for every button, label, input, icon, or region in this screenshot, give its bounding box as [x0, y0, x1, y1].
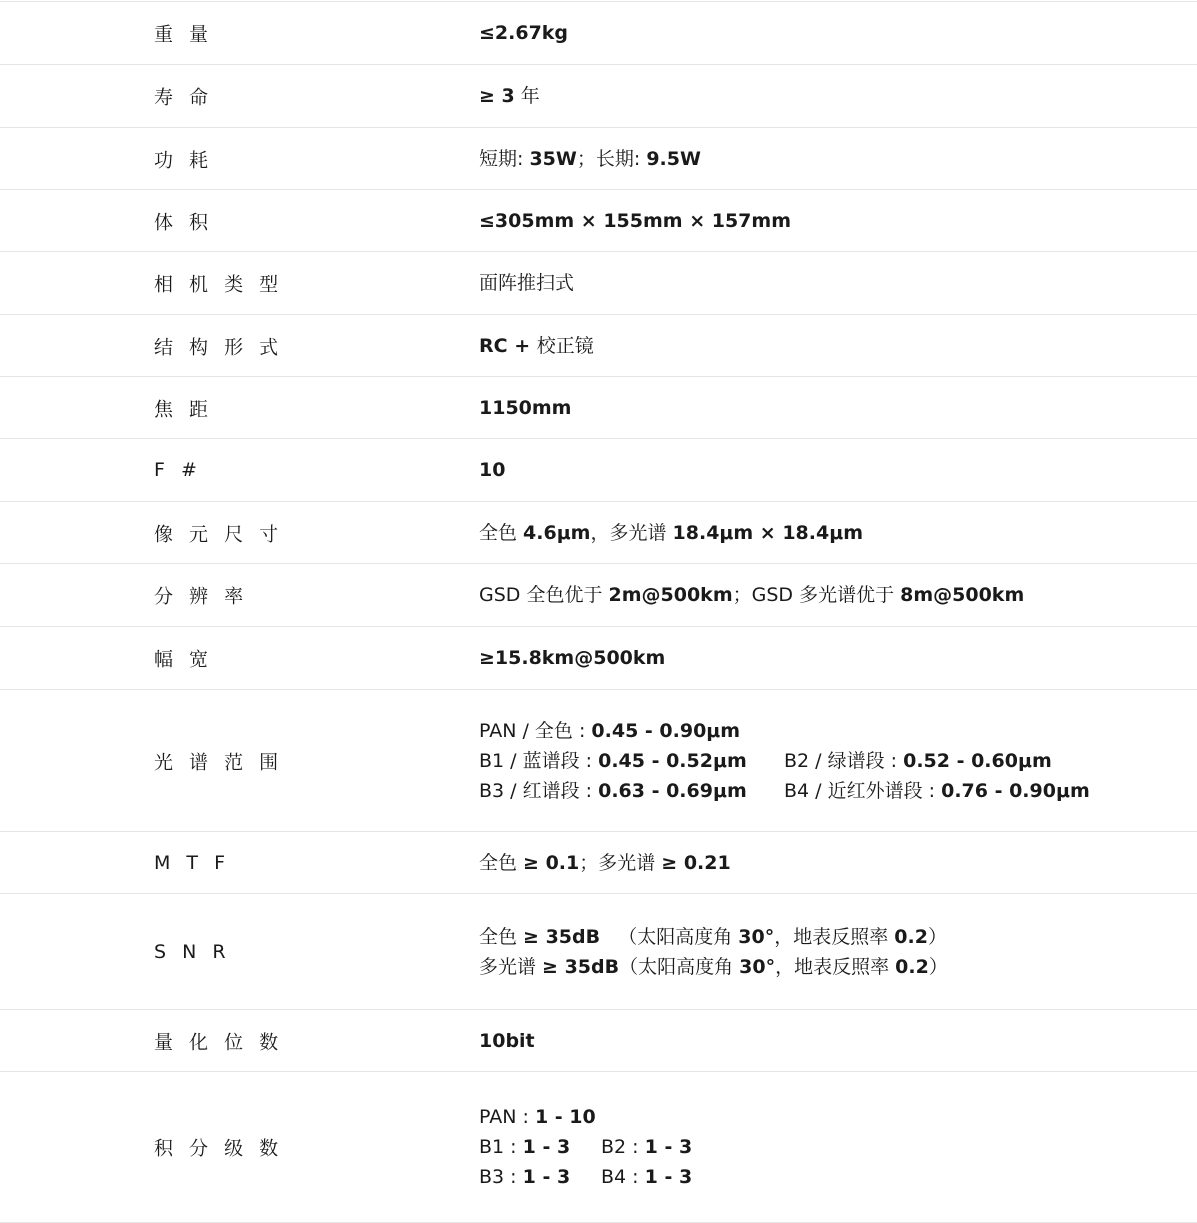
spec-value: 1150mm	[479, 396, 572, 419]
spec-value	[479, 1102, 779, 1192]
spec-row-mtf	[0, 831, 1197, 893]
spec-value	[479, 922, 948, 982]
spec-row-snr	[0, 893, 1197, 1009]
spec-row-quantization	[0, 1009, 1197, 1071]
spec-value: 全色 4.6μm，多光谱 18.4μm × 18.4μm	[479, 521, 863, 544]
spec-label: 体 积	[154, 211, 214, 233]
spec-value: GSD 全色优于 2m@500km；GSD 多光谱优于 8m@500km	[479, 584, 1025, 606]
spec-value: ≥15.8km@500km	[479, 647, 666, 669]
spec-row-integration-stages	[0, 1071, 1197, 1223]
snr-line-multispectral: 多光谱 ≥ 35dB（太阳高度角 30°，地表反照率 0.2）	[479, 955, 948, 978]
spec-value: 面阵推扫式	[479, 272, 575, 294]
spec-label: 功 耗	[154, 149, 214, 171]
spec-value	[479, 716, 1119, 806]
spec-label: 重 量	[154, 23, 214, 46]
integ-line-pan: PAN : 1 - 10	[479, 1106, 596, 1128]
spec-row-weight	[0, 1, 1197, 64]
spec-label: 结 构 形 式	[154, 336, 284, 358]
spec-label: 分 辨 率	[154, 585, 249, 608]
integ-line-b1-b2: B1 : 1 - 3 B2 : 1 - 3	[479, 1132, 779, 1162]
spec-label: 焦 距	[154, 398, 214, 420]
spec-row-lifetime	[0, 64, 1197, 127]
spec-value: ≤305mm × 155mm × 157mm	[479, 209, 791, 232]
spec-value: 10	[479, 459, 506, 481]
integ-b4: B4 : 1 - 3	[601, 1166, 693, 1188]
spec-label: 光 谱 范 围	[154, 751, 284, 773]
spec-label: 量 化 位 数	[154, 1031, 284, 1053]
spec-row-camera-type	[0, 251, 1197, 314]
spec-label: 积 分 级 数	[154, 1137, 284, 1160]
spec-value: 10bit	[479, 1029, 535, 1052]
spec-row-focal-length	[0, 376, 1197, 438]
spectral-line-pan: PAN / 全色 : 0.45 - 0.90μm	[479, 719, 741, 742]
spectral-b2: B2 / 绿谱段 : 0.52 - 0.60μm	[784, 749, 1052, 772]
spec-value: 短期: 35W；长期: 9.5W	[479, 147, 701, 170]
spec-label: 像 元 尺 寸	[154, 523, 284, 545]
spec-label: F #	[154, 459, 202, 481]
spec-label: 寿 命	[154, 86, 214, 109]
spec-label: S N R	[154, 940, 231, 963]
spec-row-power	[0, 127, 1197, 189]
spec-value: ≥ 3 年	[479, 85, 540, 107]
spec-row-swath	[0, 626, 1197, 689]
spec-row-pixel-size	[0, 501, 1197, 563]
integ-line-b3-b4: B3 : 1 - 3 B4 : 1 - 3	[479, 1162, 779, 1192]
spec-value: 全色 ≥ 0.1；多光谱 ≥ 0.21	[479, 851, 731, 874]
spec-value: RC + 校正镜	[479, 334, 594, 357]
spec-label: M T F	[154, 851, 231, 874]
spec-label: 相 机 类 型	[154, 273, 284, 296]
spec-label: 幅 宽	[154, 648, 214, 671]
spec-row-f-number	[0, 438, 1197, 501]
spec-row-structure	[0, 314, 1197, 376]
snr-line-pan: 全色 ≥ 35dB （太阳高度角 30°，地表反照率 0.2）	[479, 925, 947, 948]
spectral-line-b3-b4: B3 / 红谱段 : 0.63 - 0.69μm B4 / 近红外谱段 : 0.76 - 0.90μm	[479, 776, 1119, 806]
spectral-b4: B4 / 近红外谱段 : 0.76 - 0.90μm	[784, 779, 1090, 802]
spec-row-spectral-range	[0, 689, 1197, 831]
spec-row-volume	[0, 189, 1197, 251]
spec-value: ≤2.67kg	[479, 22, 569, 44]
spec-row-resolution	[0, 563, 1197, 626]
spectral-line-b1-b2: B1 / 蓝谱段 : 0.45 - 0.52μm B2 / 绿谱段 : 0.52 - 0.60μm	[479, 746, 1119, 776]
integ-b2: B2 : 1 - 3	[601, 1136, 693, 1158]
